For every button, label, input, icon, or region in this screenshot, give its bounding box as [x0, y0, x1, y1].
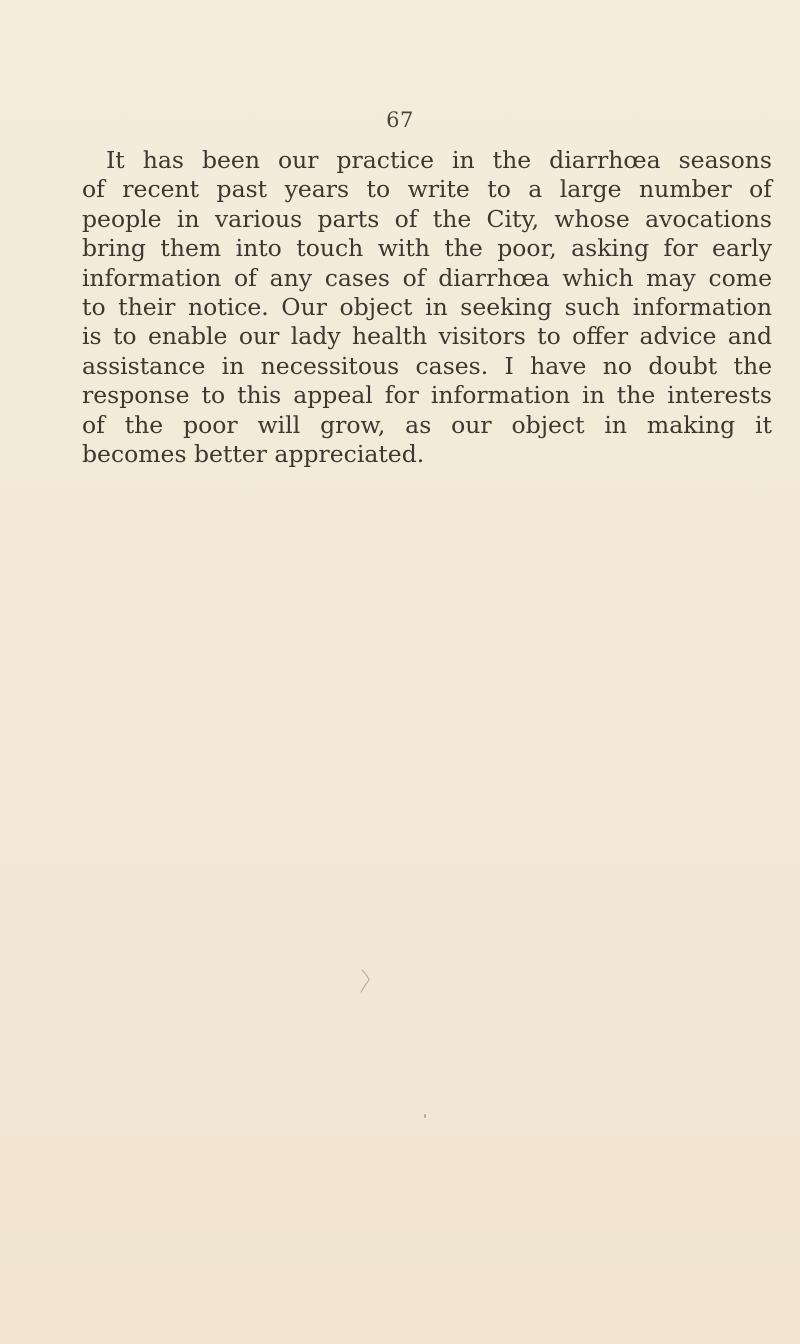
paragraph-line: is to enable our lady health visitors to offer advice and [82, 322, 772, 351]
page-number: 67 [386, 108, 414, 132]
paragraph-line: response to this appeal for information in the interests [82, 381, 772, 410]
paragraph-line: of recent past years to write to a large number of [82, 175, 772, 204]
paragraph-line: becomes better appreciated. [82, 440, 425, 469]
paragraph-line: information of any cases of diarrhœa which may come [82, 263, 772, 292]
paragraph-line: assistance in necessitous cases. I have no doubt the [82, 351, 772, 380]
paragraph-line: people in various parts of the City, whose avocations [82, 204, 772, 233]
paragraph-line: to their notice. Our object in seeking such information [82, 293, 772, 322]
pencil-mark [358, 968, 372, 994]
paragraph-line: bring them into touch with the poor, asking for early [82, 234, 772, 263]
paragraph-line: of the poor will grow, as our object in making it [82, 410, 772, 439]
paragraph-line: It has been our practice in the diarrhœa seasons [106, 146, 772, 174]
paper-speck [424, 1114, 426, 1118]
body-paragraph [82, 146, 772, 469]
